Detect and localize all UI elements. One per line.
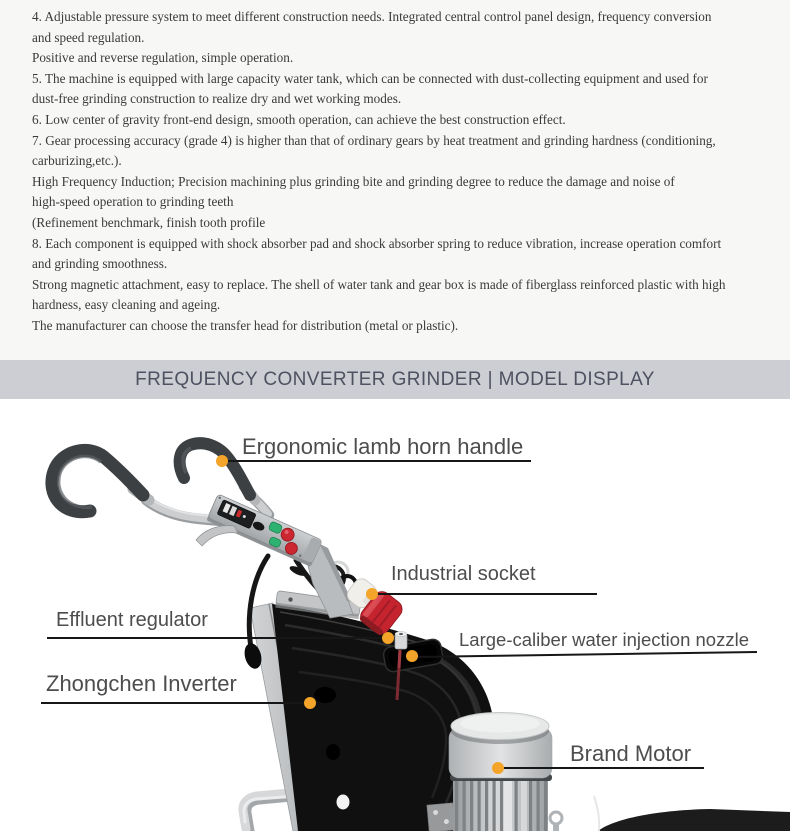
description-line: high-speed operation to grinding teeth — [32, 194, 234, 210]
callout-dot-motor — [492, 762, 504, 774]
description-line: 6. Low center of gravity front-end design, smooth operation, can achieve the best construction effect. — [32, 111, 566, 127]
product-description — [0, 0, 790, 360]
model-display-banner — [0, 360, 790, 399]
description-line: Strong magnetic attachment, easy to replace. The shell of water tank and gear box is made of fiberglass reinforced plastic with high — [32, 276, 726, 292]
callout-dot-inverter — [304, 697, 316, 709]
description-line: 7. Gear processing accuracy (grade 4) is higher than that of ordinary gears by heat treatment and grinding hardness (conditioning, — [32, 132, 716, 148]
callout-label-effluent: Effluent regulator — [56, 609, 208, 631]
callout-line-nozzle — [413, 652, 757, 657]
left-horn-grip — [52, 450, 149, 511]
gearbox-bracket — [427, 803, 455, 831]
callout-label-handle: Ergonomic lamb horn handle — [242, 434, 524, 459]
callout-label-nozzle: Large-caliber water injection nozzle — [459, 629, 749, 650]
callout-label-motor: Brand Motor — [570, 741, 692, 766]
callout-dot-handle — [216, 455, 228, 467]
description-line: 5. The machine is equipped with large capacity water tank, which can be connected with dust-collecting equipment and used for — [32, 70, 708, 86]
callout-dot-effluent — [382, 632, 394, 644]
description-line: 4. Adjustable pressure system to meet different construction needs. Integrated central control panel design, frequency conversion — [32, 9, 712, 24]
callout-dot-socket — [366, 588, 378, 600]
callout-label-inverter: Zhongchen Inverter — [46, 671, 237, 696]
description-line: carburizing,etc.). — [32, 153, 122, 169]
description-line: High Frequency Induction; Precision machining plus grinding bite and grinding degree to reduce the damage and noise of — [32, 173, 675, 189]
description-line: dust-free grinding construction to realize dry and wet working modes. — [32, 91, 402, 107]
description-line: The manufacturer can choose the transfer head for distribution (metal or plastic). — [32, 317, 459, 333]
stray-wire — [594, 796, 599, 831]
motor — [449, 713, 562, 831]
description-line: and speed regulation. — [32, 29, 145, 45]
lifting-eyebolt — [550, 812, 562, 831]
callout-label-socket: Industrial socket — [391, 563, 536, 585]
description-line: hardness, easy cleaning and ageing. — [32, 297, 221, 313]
banner-title: FREQUENCY CONVERTER GRINDER | MODEL DISPLAY — [135, 368, 655, 390]
description-line: Positive and reverse regulation, simple operation. — [32, 50, 294, 66]
product-figure — [0, 399, 790, 831]
description-line: 8. Each component is equipped with shock absorber pad and shock absorber spring to reduce vibration, increase operation comfort — [32, 235, 722, 251]
callout-dot-nozzle — [406, 650, 418, 662]
description-line: and grinding smoothness. — [32, 256, 168, 272]
control-lever — [196, 526, 238, 546]
grinding-head-edge — [598, 809, 790, 831]
description-line: (Refinement benchmark, finish tooth profile — [32, 214, 266, 230]
